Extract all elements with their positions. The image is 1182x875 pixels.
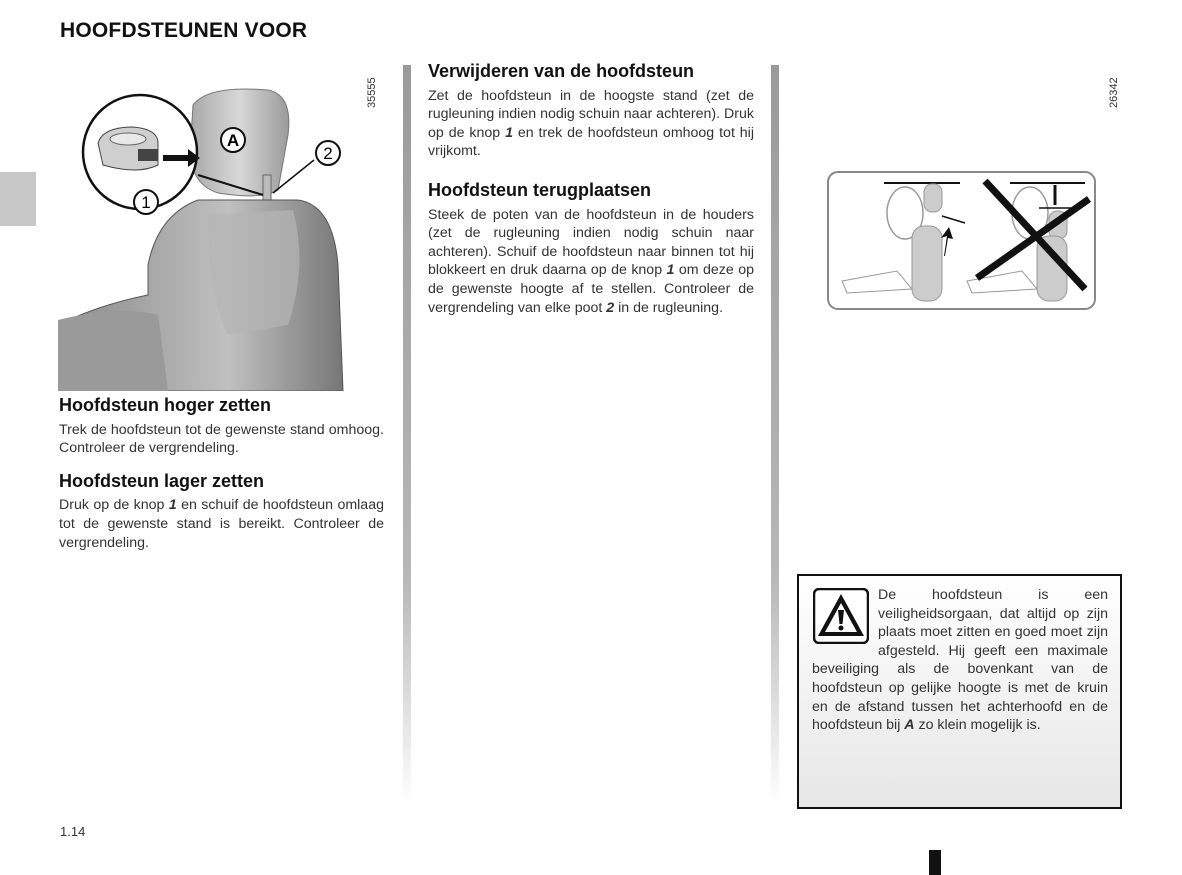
headrest-position-illustration	[827, 171, 1097, 311]
figure-ref-left: 35555	[366, 77, 378, 108]
callout-a: A	[226, 131, 240, 150]
heading-refit: Hoofdsteun terugplaatsen	[428, 179, 652, 200]
callout-1: 1	[141, 193, 151, 212]
text-lower: Druk op de knop 1 en schuif de hoofdsteun omlaag tot de gewenste stand is bereikt. Controleer de vergrendeling.	[59, 497, 384, 551]
column-divider	[403, 65, 411, 805]
heading-remove: Verwijderen van de hoofdsteun	[428, 61, 695, 81]
page-number: 1.14	[60, 824, 86, 839]
section-tab	[0, 172, 36, 226]
page-marker	[929, 850, 941, 875]
column-divider	[771, 65, 779, 805]
figure-ref-right: 26342	[1108, 77, 1120, 108]
column-2	[428, 62, 754, 331]
warning-box	[797, 574, 1122, 809]
text-raise: Trek de hoofdsteun tot de gewenste stand omhoog. Controleer de vergrendeling.	[59, 421, 384, 457]
text-refit: Steek de poten van de hoofdsteun in de houders (zet de rugleuning indien nodig schuin naar achteren). Schuif de hoofdsteun naar binnen tot hij blokkeert en druk daarna op de knop 1 om deze op de gewenste hoogte af te stellen. Controleer de vergrendeling van elke poot 2 in de rugleuning.	[428, 206, 754, 316]
text-remove: Zet de hoofdsteun in de hoogste stand (zet de rugleuning indien nodig schuin naar achteren). Druk op de knop 1 en trek de hoofdsteun omhoog tot hij vrijkomt.	[428, 87, 754, 160]
heading-lower: Hoofdsteun lager zetten	[59, 470, 265, 491]
column-1	[59, 396, 384, 566]
callout-2: 2	[323, 144, 333, 163]
heading-raise: Hoofdsteun hoger zetten	[59, 395, 271, 415]
page-title: HOOFDSTEUNEN VOOR	[60, 19, 308, 42]
warning-text: De hoofdsteun is een veiligheidsorgaan, dat altijd op zijn plaats moet zitten en goed moet zijn afgesteld. Hij geeft een maximale beveiliging als de bovenkant van de hoofdsteun op gelijke hoogte is met de kruin en de afstand tussen het achterhoofd en de hoofdsteun bij A zo klein mogelijk is.	[812, 587, 1108, 734]
headrest-seat-illustration	[58, 65, 388, 391]
